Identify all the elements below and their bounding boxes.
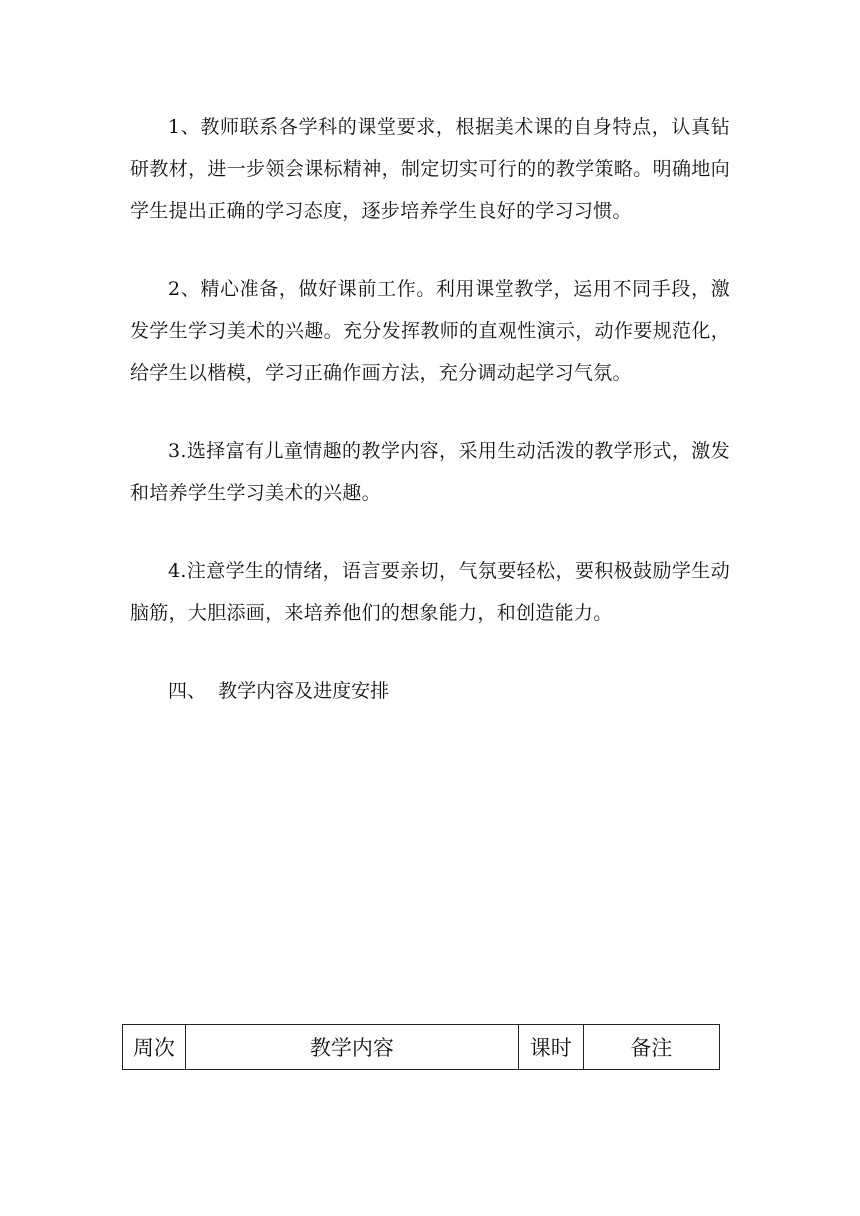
header-week: 周次 <box>123 1025 186 1070</box>
paragraph-3: 3.选择富有儿童情趣的教学内容，采用生动活泼的教学形式，激发和培养学生学习美术的兴趣。 <box>130 440 730 504</box>
paragraph-4: 4.注意学生的情绪，语言要亲切，气氛要轻松，要积极鼓励学生动脑筋，大胆添画，来培养他们的想象能力，和创造能力。 <box>130 560 730 624</box>
header-content: 教学内容 <box>185 1025 518 1070</box>
paragraph-2: 2、精心准备，做好课前工作。利用课堂教学，运用不同手段，激发学生学习美术的兴趣。充分发挥教师的直观性演示，动作要规范化，给学生以楷模，学习正确作画方法，充分调动起学习气氛。 <box>130 278 730 384</box>
table-header-row <box>123 1025 720 1070</box>
header-notes: 备注 <box>583 1025 719 1070</box>
schedule-table <box>122 1024 720 1070</box>
section-heading: 四、 教学内容及进度安排 <box>168 680 390 702</box>
paragraph-1: 1、教师联系各学科的课堂要求，根据美术课的自身特点，认真钻研教材，进一步领会课标精神，制定切实可行的的教学策略。明确地向学生提出正确的学习态度，逐步培养学生良好的学习习惯。 <box>130 116 730 222</box>
header-hours: 课时 <box>518 1025 583 1070</box>
